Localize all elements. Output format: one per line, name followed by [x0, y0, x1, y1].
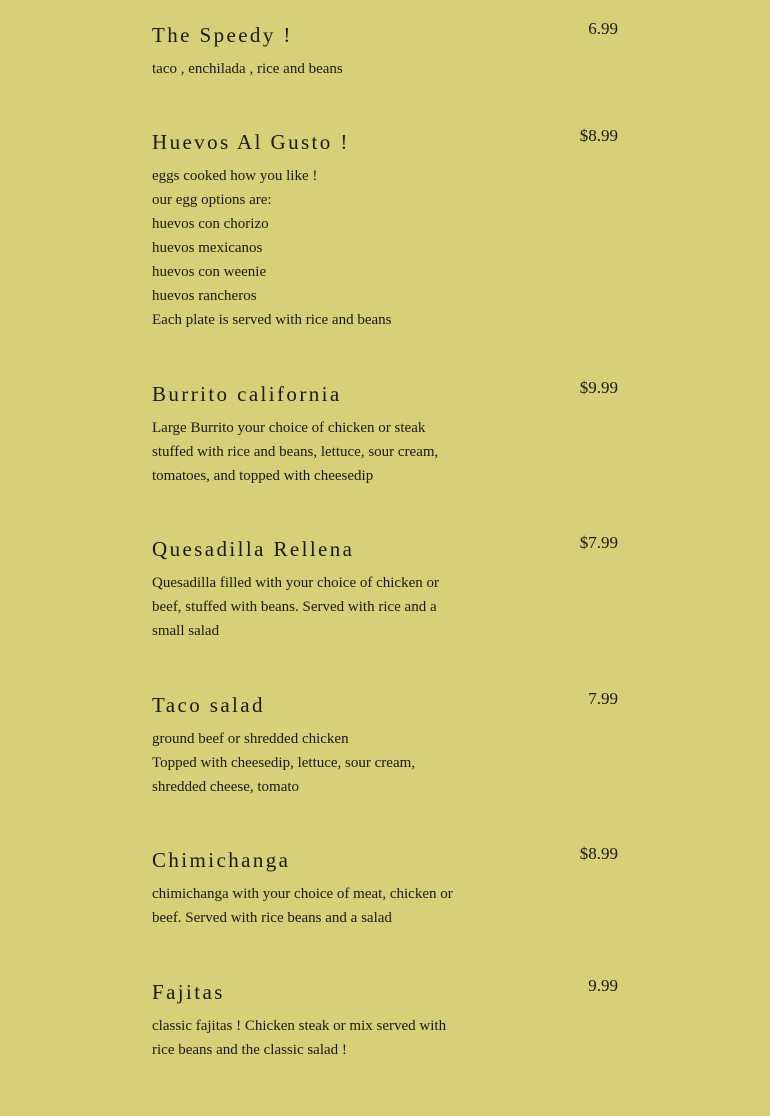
- description-line: classic fajitas ! Chicken steak or mix served with: [152, 1018, 447, 1034]
- description-line: ground beef or shredded chicken: [152, 731, 349, 747]
- menu-item-price: $8.99: [579, 844, 618, 863]
- menu-item-description: [152, 1014, 492, 1062]
- description-line: Each plate is served with rice and beans: [152, 312, 392, 328]
- description-line: small salad: [152, 623, 220, 639]
- description-line: eggs cooked how you like !: [152, 168, 318, 184]
- description-line: huevos mexicanos: [152, 240, 263, 256]
- description-line: beef, stuffed with beans. Served with rice and a: [152, 599, 437, 615]
- menu-item-name: Chimichanga: [152, 848, 291, 872]
- menu-item-name: Huevos Al Gusto !: [152, 130, 350, 154]
- menu-item-name: Taco salad: [152, 693, 265, 717]
- description-line: chimichanga with your choice of meat, chicken or: [152, 886, 453, 902]
- menu-item-price: 9.99: [588, 976, 618, 995]
- menu-item-quesadilla-rellena: [152, 533, 618, 643]
- menu-item-description: [152, 416, 492, 488]
- description-line: our egg options are:: [152, 192, 272, 208]
- menu-item-header: [152, 844, 618, 877]
- menu-item-fajitas: [152, 976, 618, 1062]
- menu-item-description: [152, 727, 492, 799]
- description-line: huevos con chorizo: [152, 216, 269, 232]
- menu-item-header: [152, 533, 618, 566]
- menu-item-price: $9.99: [579, 378, 618, 397]
- description-line: Large Burrito your choice of chicken or steak: [152, 420, 426, 436]
- menu-item-price: $8.99: [579, 126, 618, 145]
- description-line: taco , enchilada , rice and beans: [152, 61, 343, 77]
- menu-item-name: The Speedy !: [152, 23, 293, 47]
- description-line: beef. Served with rice beans and a salad: [152, 910, 392, 926]
- description-line: stuffed with rice and beans, lettuce, sour cream,: [152, 444, 439, 460]
- menu-item-header: [152, 689, 618, 722]
- description-line: huevos rancheros: [152, 288, 257, 304]
- menu-item-chimichanga: [152, 844, 618, 930]
- menu-item-price: $7.99: [579, 533, 618, 552]
- menu-item-name: Fajitas: [152, 980, 225, 1004]
- menu-item-header: [152, 976, 618, 1009]
- description-line: tomatoes, and topped with cheesedip: [152, 468, 374, 484]
- menu-item-description: [152, 57, 492, 81]
- menu-item-price: 7.99: [588, 689, 618, 708]
- menu-item-burrito-california: [152, 378, 618, 488]
- menu-item-taco-salad: [152, 689, 618, 799]
- description-line: rice beans and the classic salad !: [152, 1042, 347, 1058]
- menu-item-huevos-al-gusto: [152, 126, 618, 332]
- menu-item-the-speedy: [152, 19, 618, 81]
- menu-item-header: [152, 378, 618, 411]
- menu-item-description: [152, 164, 492, 332]
- description-line: shredded cheese, tomato: [152, 779, 300, 795]
- menu-item-header: [152, 126, 618, 159]
- description-line: Topped with cheesedip, lettuce, sour cream,: [152, 755, 416, 771]
- description-line: Quesadilla filled with your choice of chicken or: [152, 575, 439, 591]
- description-line: huevos con weenie: [152, 264, 267, 280]
- menu-item-name: Burrito california: [152, 382, 342, 406]
- menu-item-description: [152, 882, 492, 930]
- menu-item-header: [152, 19, 618, 52]
- menu-item-name: Quesadilla Rellena: [152, 537, 355, 561]
- menu-item-price: 6.99: [588, 19, 618, 38]
- menu-item-description: [152, 571, 492, 643]
